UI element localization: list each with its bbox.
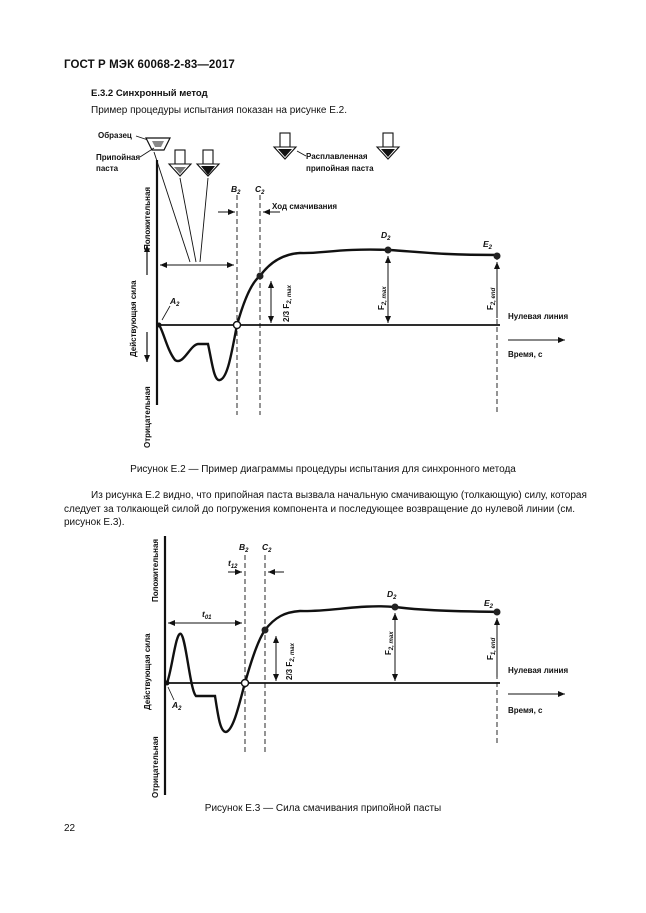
point-c-label: $C_2$ xyxy=(255,184,265,196)
sample-label: Образец xyxy=(98,131,132,140)
time-axis-label: Время, с xyxy=(508,350,543,359)
figure-e3-diagram xyxy=(0,520,646,800)
down-arrow-icon xyxy=(274,133,296,159)
t12-label: $t_{12}$ xyxy=(228,558,238,570)
reflowed-paste-label-1: Расплавленная xyxy=(306,152,368,161)
section-intro: Пример процедуры испытания показан на рисунке Е.2. xyxy=(91,105,347,116)
zero-line-label: Нулевая линия xyxy=(508,312,569,321)
point-d-label: $D_2$ xyxy=(387,589,397,601)
point-c-marker xyxy=(257,273,264,280)
point-e-marker xyxy=(494,609,501,616)
reflowed-paste-label-2: припойная паста xyxy=(306,164,374,173)
point-a-label: $A_2$ xyxy=(170,296,180,308)
down-arrow-icon xyxy=(169,150,191,176)
time-axis-label: Время, с xyxy=(508,706,543,715)
t01-label: $t_{01}$ xyxy=(202,609,212,621)
point-b-label: $B_2$ xyxy=(231,184,241,196)
point-e-label: $E_2$ xyxy=(484,598,494,610)
wetting-travel-label: Ход смачивания xyxy=(272,202,338,211)
zero-line-label: Нулевая линия xyxy=(508,666,569,675)
solder-paste-label-1: Припойная xyxy=(96,153,141,162)
point-b-label: $B_2$ xyxy=(239,542,249,554)
two-thirds-fmax-label: 2/3 $F_{2, max}$ xyxy=(282,285,293,322)
acting-force-axis-label: Действующая сила xyxy=(143,633,152,710)
solder-paste-label-2: паста xyxy=(96,164,119,173)
point-d-marker xyxy=(385,247,392,254)
positive-axis-label: Положительная xyxy=(143,186,152,250)
body-paragraph: Из рисунка Е.2 видно, что припойная паста вызвала начальную смачивающую (толкающую) силу, которая следует за толкающей силой до погружения компонента и последующее возвращение до нулевой линии (см. рисунок Е.3). xyxy=(64,490,587,528)
section-heading: Е.3.2 Синхронный метод xyxy=(91,88,208,99)
fend-label: $F_{1, end}$ xyxy=(486,637,497,660)
positive-axis-label: Положительная xyxy=(151,538,160,602)
negative-axis-label: Отрицательная xyxy=(143,386,152,448)
point-b-marker xyxy=(234,322,241,329)
acting-force-axis-label: Действующая сила xyxy=(129,280,138,357)
figure-e3-caption: Рисунок Е.3 — Сила смачивания припойной пасты xyxy=(204,803,442,814)
document-header: ГОСТ Р МЭК 60068-2-83—2017 xyxy=(64,59,235,71)
point-d-marker xyxy=(392,604,399,611)
down-arrow-icon xyxy=(377,133,399,159)
point-d-label: $D_2$ xyxy=(381,230,391,242)
point-b-marker xyxy=(242,680,249,687)
point-e-marker xyxy=(494,253,501,260)
point-a-label: $A_2$ xyxy=(172,700,182,712)
two-thirds-fmax-label: 2/3 $F_{2, max}$ xyxy=(285,643,296,680)
point-e-label: $E_2$ xyxy=(483,239,493,251)
point-c-marker xyxy=(262,627,269,634)
down-arrow-icon xyxy=(197,150,219,176)
negative-axis-label: Отрицательная xyxy=(151,736,160,798)
force-curve xyxy=(167,606,500,732)
fmax-label: $F_{2, max}$ xyxy=(384,631,395,655)
page-number: 22 xyxy=(64,823,76,834)
fmax-label: $F_{2, max}$ xyxy=(377,286,388,310)
fend-label: $F_{2, end}$ xyxy=(486,287,497,310)
force-curve xyxy=(159,250,500,381)
figure-e2-caption: Рисунок Е.2 — Пример диаграммы процедуры испытания для синхронного метода xyxy=(130,464,516,475)
point-c-label: $C_2$ xyxy=(262,542,272,554)
